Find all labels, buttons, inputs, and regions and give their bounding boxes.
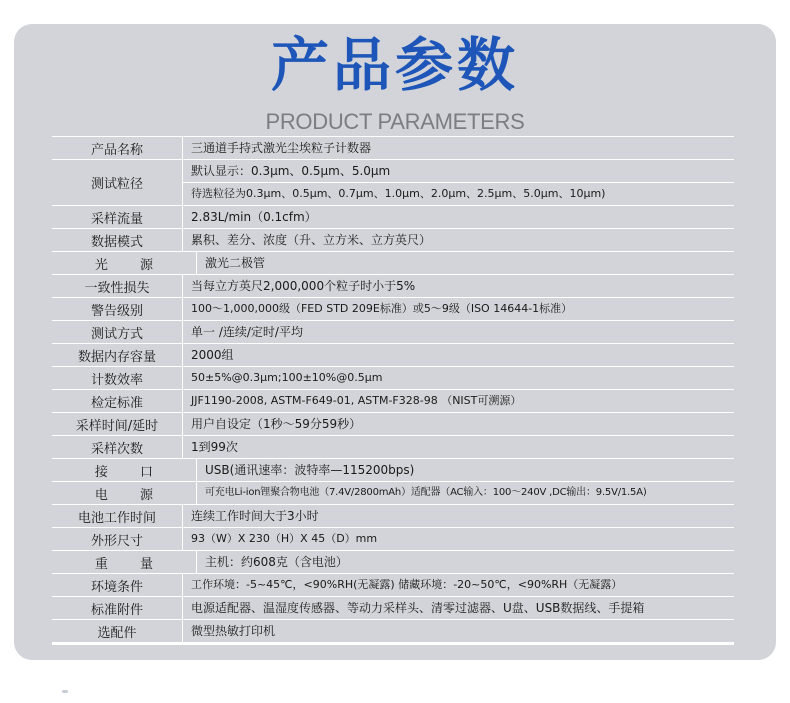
row-label: 接 口 xyxy=(52,459,197,481)
row-value: 用户自设定（1秒～59分59秒） xyxy=(191,417,362,431)
table-row xyxy=(52,275,734,298)
row-value: 主机：约608克（含电池） xyxy=(205,555,348,569)
page-subtitle: PRODUCT PARAMETERS xyxy=(265,109,525,134)
table-row xyxy=(52,459,734,482)
row-label: 选配件 xyxy=(52,620,183,642)
table-row xyxy=(52,620,734,645)
row-value: 累积、差分、浓度（升、立方米、立方英尺） xyxy=(191,233,432,247)
table-row xyxy=(52,344,734,367)
row-value: 单一 /连续/定时/平均 xyxy=(191,325,303,339)
row-label: 环境条件 xyxy=(52,574,183,596)
row-label: 一致性损失 xyxy=(52,275,183,297)
row-value: 默认显示：0.3μm、0.5μm、5.0μm xyxy=(191,164,391,178)
table-row xyxy=(52,505,734,528)
row-label: 电 源 xyxy=(52,482,197,504)
page-title: 产品参数 xyxy=(270,31,519,99)
row-label: 标准附件 xyxy=(52,597,183,619)
table-row xyxy=(52,528,734,551)
table-row xyxy=(52,482,734,505)
row-label: 警告级别 xyxy=(52,298,183,320)
row-label: 采样流量 xyxy=(52,206,183,228)
row-label: 光 源 xyxy=(52,252,197,274)
table-row xyxy=(52,597,734,620)
row-label: 计数效率 xyxy=(52,367,183,389)
row-value: 工作环境：-5~45℃，<90%RH(无凝露) 储藏环境：-20~50℃，<90%RH（无凝露） xyxy=(191,578,623,591)
decorative-dot xyxy=(62,690,68,693)
params-table xyxy=(52,136,734,645)
table-row xyxy=(52,321,734,344)
row-value: 连续工作时间大于3小时 xyxy=(191,509,319,523)
table-row xyxy=(52,137,734,160)
row-value: 2.83L/min（0.1cfm） xyxy=(191,210,317,224)
row-value: 1到99次 xyxy=(191,440,238,454)
row-label: 测试方式 xyxy=(52,321,183,343)
row-value: 50±5%@0.3μm;100±10%@0.5μm xyxy=(191,371,383,384)
row-value: 可充电Li-ion锂聚合物电池（7.4V/2800mAh）适配器（AC输入：100～240V ,DC输出：9.5V/1.5A) xyxy=(205,487,647,498)
row-value: 微型热敏打印机 xyxy=(191,624,276,638)
row-value: 2000组 xyxy=(191,348,234,362)
table-row xyxy=(52,436,734,459)
row-value: 100～1,000,000级（FED STD 209E标准）或5～9级（ISO 14644-1标准） xyxy=(191,302,573,315)
row-label: 检定标准 xyxy=(52,390,183,412)
row-value: 当每立方英尺2,000,000个粒子时小于5% xyxy=(191,279,416,293)
table-row xyxy=(52,413,734,436)
row-label: 数据模式 xyxy=(52,229,183,251)
table-row xyxy=(52,160,734,206)
row-value: USB(通讯速率：波特率—115200bps) xyxy=(205,463,415,477)
table-row xyxy=(52,390,734,413)
row-label: 产品名称 xyxy=(52,137,183,159)
row-label: 重 量 xyxy=(52,551,197,573)
row-value: 三通道手持式激光尘埃粒子计数器 xyxy=(191,141,372,155)
row-label: 采样时间/延时 xyxy=(52,413,183,435)
row-label: 采样次数 xyxy=(52,436,183,458)
table-row xyxy=(52,229,734,252)
table-row xyxy=(52,252,734,275)
table-row xyxy=(52,206,734,229)
table-row xyxy=(52,574,734,597)
row-value: 待选粒径为0.3μm、0.5μm、0.7μm、1.0μm、2.0μm、2.5μm、5.0μm、10μm) xyxy=(183,182,734,205)
row-label: 测试粒径 xyxy=(52,160,183,205)
table-row xyxy=(52,551,734,574)
row-value: 电源适配器、温湿度传感器、等动力采样头、清零过滤器、U盘、USB数据线、手提箱 xyxy=(191,601,645,615)
table-row xyxy=(52,298,734,321)
table-row xyxy=(52,367,734,390)
row-value: JJF1190-2008, ASTM-F649-01, ASTM-F328-98 （NIST可溯源） xyxy=(191,394,522,407)
row-value: 激光二极管 xyxy=(205,256,266,270)
row-label: 电池工作时间 xyxy=(52,505,183,527)
row-label: 外形尺寸 xyxy=(52,528,183,550)
row-value: 93（W）X 230（H）X 45（D）mm xyxy=(191,532,378,545)
row-label: 数据内存容量 xyxy=(52,344,183,366)
